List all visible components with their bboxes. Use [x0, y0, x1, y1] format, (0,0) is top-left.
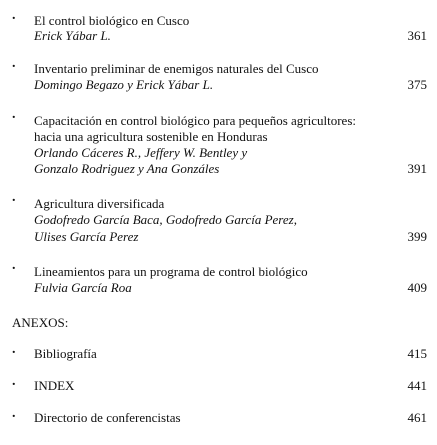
- bullet: .: [12, 190, 16, 205]
- bullet: .: [12, 56, 16, 71]
- toc-entry-title: Inventario preliminar de enemigos naturales del Cusco: [34, 61, 319, 76]
- toc-annex-page-number: 441: [407, 378, 427, 393]
- toc-annex-title: Bibliografía: [34, 346, 97, 361]
- toc-entry-page-number: 409: [407, 280, 427, 295]
- toc-entry-authors: Gonzalo Rodriguez y Ana Gonzáles: [34, 161, 220, 176]
- bullet: .: [12, 8, 16, 23]
- toc-entry-authors: Ulises García Perez: [34, 229, 139, 244]
- toc-entry-title: El control biológico en Cusco: [34, 13, 190, 28]
- toc-entry-page-number: 361: [407, 28, 427, 43]
- bullet: .: [12, 406, 16, 421]
- toc-entry-authors: Domingo Begazo y Erick Yábar L.: [34, 77, 214, 92]
- toc-entry-page-number: 391: [407, 161, 427, 176]
- toc-annex-title: INDEX: [34, 378, 75, 393]
- toc-annex-title: Directorio de conferencistas: [34, 410, 181, 425]
- toc-entry-authors: Fulvia García Roa: [34, 280, 132, 295]
- toc-annex-page-number: 461: [407, 410, 427, 425]
- bullet: .: [12, 107, 16, 122]
- toc-entry-title: Capacitación en control biológico para pequeños agricultores:: [34, 113, 356, 128]
- toc-entry-title: hacia una agricultura sostenible en Honduras: [34, 129, 268, 144]
- toc-entry-page-number: 375: [407, 77, 427, 92]
- bullet: .: [12, 342, 16, 357]
- toc-annex-page-number: 415: [407, 346, 427, 361]
- toc-entry-authors: Godofredo García Baca, Godofredo García Perez,: [34, 212, 297, 227]
- bullet: .: [12, 258, 16, 273]
- bullet: .: [12, 374, 16, 389]
- toc-entry-authors: Erick Yábar L.: [34, 28, 111, 43]
- toc-entry-page-number: 399: [407, 229, 427, 244]
- toc-entry-authors: Orlando Cáceres R., Jeffery W. Bentley y: [34, 145, 248, 160]
- annexes-heading: ANEXOS:: [12, 315, 69, 330]
- toc-entry-title: Lineamientos para un programa de control biológico: [34, 264, 308, 279]
- toc-entry-title: Agricultura diversificada: [34, 196, 165, 211]
